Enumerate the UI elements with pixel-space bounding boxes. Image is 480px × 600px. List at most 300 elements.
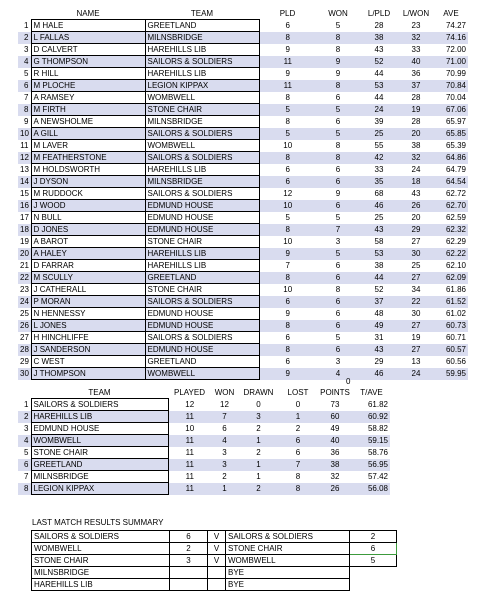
cell-played: 11	[185, 448, 194, 457]
cell-drawn: 1	[256, 472, 261, 481]
cell-player-name: J SANDERSON	[31, 344, 145, 356]
summary-title: LAST MATCH RESULTS SUMMARY	[32, 518, 164, 527]
cell-rank: 25	[20, 309, 29, 318]
cell-team-name: SAILORS & SOLDIERS	[145, 332, 259, 344]
cell-won: 5	[335, 129, 341, 138]
cell-won: 6	[222, 424, 227, 433]
cell-lpld: 44	[374, 69, 384, 78]
cell-won: 8	[335, 45, 341, 54]
cell-won: 9	[335, 189, 341, 198]
cell-pld: 5	[285, 129, 290, 138]
cell-pld: 5	[285, 213, 290, 222]
player-row	[18, 344, 468, 356]
header-lost: LOST	[287, 388, 309, 398]
cell-won: 6	[335, 297, 341, 306]
cell-lwon: 30	[411, 309, 421, 318]
cell-lwon: 40	[411, 57, 421, 66]
cell-player-name: M SCULLY	[31, 272, 145, 284]
cell-drawn: 1	[256, 460, 261, 469]
cell-played: 11	[185, 460, 194, 469]
cell-pld: 6	[285, 357, 290, 366]
cell-lost: 8	[295, 484, 301, 493]
team-header-row	[18, 387, 390, 399]
player-row	[18, 200, 468, 212]
cell-away-score	[350, 579, 397, 591]
cell-lpld: 52	[374, 285, 384, 294]
cell-lost: 6	[295, 448, 301, 457]
cell-rank: 2	[24, 33, 29, 42]
player-row	[18, 20, 468, 32]
cell-player-name: J CATHERALL	[31, 284, 145, 296]
cell-ave: 70.99	[445, 69, 466, 78]
cell-lwon: 19	[411, 333, 421, 342]
cell-player-name: C WEST	[31, 356, 145, 368]
header-points: POINTS	[320, 388, 350, 398]
cell-rank: 6	[24, 81, 29, 90]
summary-row	[32, 579, 397, 591]
cell-pld: 10	[283, 141, 293, 150]
cell-lpld: 55	[374, 141, 384, 150]
cell-played: 12	[185, 400, 195, 409]
cell-team-name: SAILORS & SOLDIERS	[145, 296, 259, 308]
cell-won: 7	[222, 412, 227, 421]
cell-lwon: 19	[411, 105, 421, 114]
cell-player-name: A RAMSEY	[31, 92, 145, 104]
cell-tave: 58.82	[367, 424, 388, 433]
cell-lwon: 32	[411, 153, 421, 162]
cell-won: 6	[335, 309, 341, 318]
header-name: NAME	[76, 9, 100, 18]
cell-versus	[208, 567, 226, 579]
cell-team-name: EDMUND HOUSE	[145, 224, 259, 236]
cell-team-name: SAILORS & SOLDIERS	[31, 399, 168, 411]
cell-lwon: 43	[411, 189, 421, 198]
cell-home-score: 3	[170, 555, 208, 567]
cell-lwon: 37	[411, 81, 421, 90]
cell-tave: 57.42	[367, 472, 388, 481]
cell-lwon: 38	[411, 141, 421, 150]
cell-won: 6	[335, 261, 341, 270]
cell-player-name: A NEWSHOLME	[31, 116, 145, 128]
player-averages-table	[18, 8, 468, 380]
cell-won: 8	[335, 285, 341, 294]
cell-ave: 60.57	[445, 345, 466, 354]
cell-player-name: M LAVER	[31, 140, 145, 152]
cell-team-name: WOMBWELL	[145, 140, 259, 152]
cell-versus: V	[208, 531, 226, 543]
cell-lwon: 23	[411, 21, 421, 30]
cell-rank: 30	[20, 369, 29, 378]
cell-ave: 62.10	[445, 261, 466, 270]
cell-won: 6	[335, 273, 341, 282]
cell-ave: 61.52	[445, 297, 466, 306]
cell-player-name: A GILL	[31, 128, 145, 140]
cell-rank: 16	[20, 201, 29, 210]
player-row	[18, 68, 468, 80]
cell-pld: 6	[285, 21, 290, 30]
cell-rank: 6	[24, 460, 29, 469]
cell-home-score	[170, 567, 208, 579]
header-pld: PLD	[279, 9, 296, 19]
cell-pld: 6	[285, 177, 290, 186]
cell-lwon: 24	[411, 369, 421, 378]
cell-player-name: M HOLDSWORTH	[31, 164, 145, 176]
cell-lpld: 29	[374, 357, 384, 366]
cell-tave: 59.15	[367, 436, 388, 445]
player-row	[18, 356, 468, 368]
cell-home-team: SAILORS & SOLDIERS	[32, 531, 170, 543]
cell-lpld: 42	[374, 153, 384, 162]
cell-team-name: HAREHILLS LIB	[145, 164, 259, 176]
cell-lpld: 44	[374, 93, 384, 102]
cell-tave: 56.95	[367, 460, 388, 469]
cell-won: 12	[220, 400, 229, 409]
cell-won: 5	[335, 249, 341, 258]
cell-lpld: 37	[374, 297, 384, 306]
cell-ave: 60.56	[445, 357, 466, 366]
cell-pld: 7	[285, 261, 290, 270]
cell-team-name: MILNSBRIDGE	[145, 32, 259, 44]
cell-lwon: 24	[411, 165, 421, 174]
cell-team-name: MILNSBRIDGE	[31, 471, 168, 483]
cell-pld: 9	[285, 249, 290, 258]
cell-points: 40	[330, 436, 340, 445]
cell-drawn: 2	[256, 424, 261, 433]
player-row	[18, 272, 468, 284]
cell-rank: 19	[20, 237, 29, 246]
summary-rows	[32, 531, 397, 591]
cell-rank: 26	[20, 321, 29, 330]
cell-lwon: 34	[411, 285, 421, 294]
cell-team-name: EDMUND HOUSE	[145, 308, 259, 320]
cell-lwon: 29	[411, 225, 421, 234]
cell-lpld: 52	[374, 57, 384, 66]
cell-player-name: P MORAN	[31, 296, 145, 308]
player-rows	[18, 20, 468, 380]
cell-played: 11	[185, 472, 194, 481]
cell-home-team: WOMBWELL	[32, 543, 170, 555]
cell-drawn: 1	[256, 436, 261, 445]
cell-ave: 64.79	[445, 165, 466, 174]
team-row	[18, 399, 390, 411]
player-row	[18, 296, 468, 308]
header-team: TEAM	[190, 9, 214, 18]
cell-player-name: N HENNESSY	[31, 308, 145, 320]
cell-rank: 11	[20, 141, 29, 150]
cell-ave: 65.97	[445, 117, 466, 126]
cell-rank: 8	[24, 484, 29, 493]
cell-lwon: 13	[411, 357, 421, 366]
cell-ave: 60.73	[445, 321, 466, 330]
player-row	[18, 56, 468, 68]
cell-won: 4	[222, 436, 227, 445]
cell-home-team: MILNSBRIDGE	[32, 567, 170, 579]
cell-lpld: 46	[374, 201, 384, 210]
cell-lwon: 30	[411, 249, 421, 258]
cell-lpld: 24	[374, 105, 384, 114]
cell-player-name: M FIRTH	[31, 104, 145, 116]
cell-lost: 0	[295, 400, 301, 409]
cell-lwon: 36	[411, 69, 421, 78]
cell-ave: 64.86	[445, 153, 466, 162]
cell-rank: 28	[20, 345, 29, 354]
cell-team-name: HAREHILLS LIB	[145, 260, 259, 272]
cell-lpld: 43	[374, 345, 384, 354]
player-row	[18, 44, 468, 56]
cell-won: 3	[222, 460, 227, 469]
cell-ave: 59.95	[445, 369, 466, 378]
cell-ave: 62.59	[445, 213, 466, 222]
team-rows	[18, 399, 390, 495]
cell-lpld: 25	[374, 213, 384, 222]
cell-lwon: 25	[411, 261, 421, 270]
cell-pld: 8	[285, 33, 290, 42]
cell-rank: 9	[24, 117, 29, 126]
cell-won: 2	[222, 472, 227, 481]
cell-rank: 14	[20, 177, 29, 186]
cell-lost: 2	[295, 424, 301, 433]
cell-lwon: 20	[411, 213, 421, 222]
cell-rank: 20	[20, 249, 29, 258]
cell-team-name: EDMUND HOUSE	[145, 200, 259, 212]
cell-versus: V	[208, 555, 226, 567]
cell-player-name: D JONES	[31, 224, 145, 236]
player-row	[18, 212, 468, 224]
cell-team-name: STONE CHAIR	[31, 447, 168, 459]
cell-lwon: 28	[411, 117, 421, 126]
cell-lpld: 38	[374, 261, 384, 270]
cell-drawn: 0	[256, 400, 261, 409]
cell-pld: 6	[285, 165, 290, 174]
cell-pld: 8	[285, 93, 290, 102]
cell-player-name: J THOMPSON	[31, 368, 145, 380]
cell-team-name: SAILORS & SOLDIERS	[145, 152, 259, 164]
cell-won: 8	[335, 153, 341, 162]
cell-team-name: GREETLAND	[145, 272, 259, 284]
player-row	[18, 176, 468, 188]
cell-away-team: BYE	[226, 567, 350, 579]
cell-pld: 9	[285, 45, 290, 54]
player-row	[18, 284, 468, 296]
player-row	[18, 140, 468, 152]
cell-lwon: 27	[411, 237, 421, 246]
cell-rank: 8	[24, 105, 29, 114]
cell-team-name: WOMBWELL	[145, 368, 259, 380]
cell-won: 6	[335, 93, 341, 102]
cell-lost: 6	[295, 436, 301, 445]
team-standings-table	[18, 387, 391, 495]
cell-rank: 21	[20, 261, 29, 270]
team-row	[18, 483, 390, 495]
cell-pld: 8	[285, 225, 290, 234]
header-lwon: L/WON	[402, 9, 430, 19]
cell-won: 8	[335, 81, 341, 90]
cell-pld: 9	[285, 69, 290, 78]
cell-rank: 22	[20, 273, 29, 282]
cell-points: 49	[330, 424, 340, 433]
cell-ave: 62.70	[445, 201, 466, 210]
cell-ave: 64.54	[445, 177, 466, 186]
cell-team-name: EDMUND HOUSE	[31, 423, 168, 435]
cell-player-name: M RUDDOCK	[31, 188, 145, 200]
cell-rank: 4	[24, 57, 29, 66]
cell-home-score: 2	[170, 543, 208, 555]
player-row	[18, 188, 468, 200]
cell-team-name: SAILORS & SOLDIERS	[145, 188, 259, 200]
cell-home-score	[170, 579, 208, 591]
cell-team-name: EDMUND HOUSE	[145, 320, 259, 332]
cell-rank: 27	[20, 333, 29, 342]
cell-points: 60	[330, 412, 340, 421]
cell-player-name: R HILL	[31, 68, 145, 80]
cell-rank: 5	[24, 69, 29, 78]
cell-won: 6	[335, 345, 341, 354]
player-row	[18, 152, 468, 164]
team-row	[18, 471, 390, 483]
header-drawn: DRAWN	[243, 388, 274, 398]
cell-player-name: J WOOD	[31, 200, 145, 212]
cell-player-name: J DYSON	[31, 176, 145, 188]
cell-won: 5	[335, 21, 341, 30]
cell-lpld: 49	[374, 321, 384, 330]
cell-team-name: MILNSBRIDGE	[145, 116, 259, 128]
cell-away-team: STONE CHAIR	[226, 543, 350, 555]
cell-lpld: 35	[374, 177, 384, 186]
header-won: WON	[328, 9, 348, 19]
cell-away-team: SAILORS & SOLDIERS	[226, 531, 350, 543]
player-row	[18, 128, 468, 140]
cell-lpld: 53	[374, 81, 384, 90]
cell-lwon: 27	[411, 345, 421, 354]
cell-player-name: H HINCHLIFFE	[31, 332, 145, 344]
cell-lpld: 39	[374, 117, 384, 126]
cell-player-name: N BULL	[31, 212, 145, 224]
cell-lpld: 46	[374, 369, 384, 378]
header-tave: T/AVE	[360, 388, 383, 398]
cell-drawn: 2	[256, 448, 261, 457]
team-row	[18, 459, 390, 471]
player-row	[18, 224, 468, 236]
cell-away-team: WOMBWELL	[226, 555, 350, 567]
cell-won: 3	[335, 237, 341, 246]
player-row	[18, 164, 468, 176]
player-row	[18, 308, 468, 320]
cell-team-name: GREETLAND	[145, 356, 259, 368]
cell-lpld: 25	[374, 129, 384, 138]
cell-team-name: EDMUND HOUSE	[145, 344, 259, 356]
cell-player-name: L FALLAS	[31, 32, 145, 44]
cell-points: 26	[330, 484, 340, 493]
cell-ave: 71.00	[445, 57, 466, 66]
cell-versus	[208, 579, 226, 591]
cell-rank: 17	[20, 213, 29, 222]
cell-won: 6	[335, 117, 341, 126]
cell-ave: 67.06	[445, 105, 466, 114]
header-played: PLAYED	[174, 388, 205, 398]
cell-lpld: 58	[374, 237, 384, 246]
cell-played: 11	[185, 484, 194, 493]
cell-won: 9	[335, 69, 341, 78]
team-row	[18, 447, 390, 459]
cell-points: 38	[330, 460, 340, 469]
cell-team-name: HAREHILLS LIB	[145, 248, 259, 260]
player-row	[18, 92, 468, 104]
cell-team-name: STONE CHAIR	[145, 284, 259, 296]
cell-player-name: A BAROT	[31, 236, 145, 248]
cell-pld: 11	[283, 81, 292, 90]
cell-played: 11	[185, 436, 194, 445]
cell-won: 7	[335, 225, 341, 234]
cell-player-name: M PLOCHE	[31, 80, 145, 92]
cell-pld: 6	[285, 297, 290, 306]
cell-team-name: HAREHILLS LIB	[145, 44, 259, 56]
cell-home-team: HAREHILLS LIB	[32, 579, 170, 591]
player-header-row	[18, 8, 468, 20]
cell-pld: 5	[285, 105, 290, 114]
cell-player-name: G THOMPSON	[31, 56, 145, 68]
header-lpld: L/PLD	[367, 9, 391, 19]
cell-ave: 62.22	[445, 249, 466, 258]
cell-rank: 12	[20, 153, 29, 162]
cell-points: 73	[330, 400, 340, 409]
cell-tave: 60.92	[367, 412, 388, 421]
cell-away-score: 2	[350, 531, 397, 543]
cell-rank: 1	[24, 21, 29, 30]
cell-home-team: STONE CHAIR	[32, 555, 170, 567]
cell-pld: 11	[283, 57, 292, 66]
cell-player-name: L JONES	[31, 320, 145, 332]
cell-away-score: 5	[350, 555, 397, 567]
cell-pld: 9	[285, 309, 290, 318]
cell-rank: 29	[20, 357, 29, 366]
cell-player-name: A HALEY	[31, 248, 145, 260]
cell-drawn: 2	[256, 484, 261, 493]
cell-rank: 4	[24, 436, 29, 445]
cell-pld: 8	[285, 345, 290, 354]
team-row	[18, 435, 390, 447]
summary-row	[32, 543, 397, 555]
player-row	[18, 32, 468, 44]
cell-team-name: LEGION KIPPAX	[145, 80, 259, 92]
stray-cell-value: 0	[346, 377, 351, 386]
cell-away-score	[350, 567, 397, 579]
cell-points: 36	[330, 448, 340, 457]
cell-played: 10	[185, 424, 195, 433]
cell-won: 5	[335, 213, 341, 222]
cell-rank: 13	[20, 165, 29, 174]
cell-team-name: EDMUND HOUSE	[145, 212, 259, 224]
cell-lwon: 22	[411, 297, 421, 306]
cell-lost: 1	[295, 412, 301, 421]
cell-lwon: 18	[411, 177, 421, 186]
cell-ave: 65.39	[445, 141, 466, 150]
cell-away-score: 6	[350, 543, 397, 555]
cell-played: 11	[185, 412, 194, 421]
cell-rank: 24	[20, 297, 29, 306]
cell-rank: 3	[24, 45, 29, 54]
cell-won: 6	[335, 201, 341, 210]
cell-ave: 62.29	[445, 237, 466, 246]
cell-lpld: 43	[374, 45, 384, 54]
summary-row	[32, 531, 397, 543]
match-summary-table	[31, 530, 397, 591]
cell-team-name: HAREHILLS LIB	[145, 68, 259, 80]
cell-team-name: WOMBWELL	[145, 92, 259, 104]
cell-pld: 8	[285, 117, 290, 126]
cell-lwon: 27	[411, 273, 421, 282]
cell-won: 8	[335, 141, 341, 150]
cell-lwon: 26	[411, 201, 421, 210]
